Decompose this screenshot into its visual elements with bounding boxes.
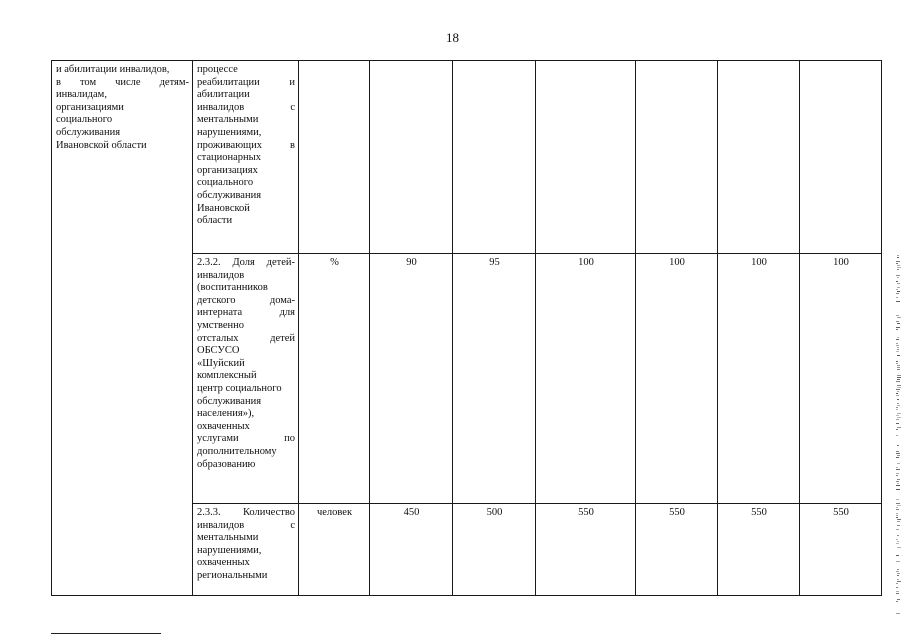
scan-speck xyxy=(897,581,901,582)
scan-speck xyxy=(896,407,898,408)
scan-speck xyxy=(897,347,899,348)
cell-line: умственно xyxy=(197,319,245,331)
scan-speck xyxy=(896,583,898,584)
scan-speck xyxy=(897,365,900,366)
scan-speck xyxy=(896,473,899,474)
scan-speck xyxy=(897,579,899,580)
cell-line: Ивановской области xyxy=(56,139,147,151)
value-cell xyxy=(636,61,718,254)
cell-line: организациях xyxy=(197,164,258,176)
scan-speck xyxy=(897,575,899,576)
cell-line: образованию xyxy=(197,458,256,470)
cell-line: региональными xyxy=(197,569,268,581)
scan-speck xyxy=(896,469,900,470)
value-cell xyxy=(453,61,536,254)
scan-speck xyxy=(896,503,900,504)
scan-speck xyxy=(896,297,898,298)
scan-speck xyxy=(896,301,900,302)
scan-speck xyxy=(897,505,901,506)
scan-speck xyxy=(896,275,900,276)
scan-speck xyxy=(896,507,898,508)
value-cell: 100 xyxy=(800,254,882,504)
scan-speck xyxy=(896,363,898,364)
value-cell: 100 xyxy=(718,254,800,504)
scan-speck xyxy=(897,391,899,392)
scan-speck xyxy=(897,519,901,520)
cell-line: инвалидов с xyxy=(197,101,295,113)
value-cell: 100 xyxy=(636,254,718,504)
scan-speck xyxy=(896,481,899,482)
cell-line: охваченных xyxy=(197,557,250,569)
value-cell: 450 xyxy=(370,504,453,596)
scan-speck xyxy=(896,315,899,316)
indicator-cell xyxy=(193,61,299,254)
scan-speck xyxy=(897,375,901,376)
scan-speck xyxy=(897,267,901,268)
cell-line: социального xyxy=(56,114,113,126)
scan-speck xyxy=(897,569,899,570)
scan-speck xyxy=(896,539,898,540)
value-cell xyxy=(370,61,453,254)
cell-line: в том числе детям- xyxy=(56,76,189,88)
scan-speck xyxy=(896,509,899,510)
scan-speck xyxy=(897,385,901,386)
scan-speck xyxy=(897,387,901,388)
scan-speck xyxy=(897,291,900,292)
cell-line: 2.3.2. Доля детей- xyxy=(197,257,295,268)
scan-speck xyxy=(896,389,900,390)
scan-speck xyxy=(896,601,898,602)
cell-line: обслуживания xyxy=(197,189,262,201)
scan-speck xyxy=(896,345,899,346)
indicators-table xyxy=(51,60,882,596)
value-cell xyxy=(718,61,800,254)
scan-speck xyxy=(897,255,899,256)
scan-speck xyxy=(896,343,898,344)
cell-line: услугами по xyxy=(197,433,295,445)
scan-speck xyxy=(896,395,899,396)
scan-speck xyxy=(896,591,899,592)
scan-speck xyxy=(897,403,899,404)
cell-line: детского дома- xyxy=(197,294,295,306)
cell-line: дополнительному xyxy=(197,445,277,457)
scan-speck xyxy=(896,327,900,328)
scan-speck xyxy=(897,535,899,536)
scan-speck xyxy=(897,355,900,356)
unit-cell: % xyxy=(299,254,370,504)
value-cell: 90 xyxy=(370,254,453,504)
cell-line: интерната для xyxy=(197,307,295,319)
scan-speck xyxy=(897,525,900,526)
program-description-cell xyxy=(52,61,193,596)
scan-speck xyxy=(896,293,899,294)
scan-speck xyxy=(897,265,900,266)
scan-speck xyxy=(896,457,899,458)
scan-speck xyxy=(897,599,900,600)
scan-speck xyxy=(896,517,898,518)
unit-cell: человек xyxy=(299,504,370,596)
scan-speck xyxy=(897,521,900,522)
scan-speck xyxy=(897,547,901,548)
cell-line: охваченных xyxy=(197,420,250,432)
scan-speck xyxy=(896,429,898,430)
scan-speck xyxy=(896,543,899,544)
scan-speck xyxy=(896,381,900,382)
footnote-divider xyxy=(51,633,161,634)
scan-speck xyxy=(897,427,901,428)
scan-speck xyxy=(896,515,898,516)
scan-speck xyxy=(896,467,898,468)
value-cell: 550 xyxy=(800,504,882,596)
scan-speck xyxy=(897,377,901,378)
scan-speck xyxy=(896,351,899,352)
scan-speck xyxy=(897,541,899,542)
cell-line: (воспитанников xyxy=(197,282,268,294)
scan-speck xyxy=(897,257,899,258)
cell-line: и абилитации инвалидов, xyxy=(56,64,170,75)
cell-line: отсталых детей xyxy=(197,332,295,344)
cell-line: абилитации xyxy=(197,89,250,101)
scan-speck xyxy=(897,463,900,464)
scan-speck xyxy=(896,453,900,454)
scan-speck xyxy=(896,451,899,452)
cell-line: инвалидам, xyxy=(56,89,107,101)
scan-speck xyxy=(896,513,898,514)
scan-speck xyxy=(896,415,899,416)
cell-line: организациями xyxy=(56,101,124,113)
page-number: 18 xyxy=(446,30,459,45)
value-cell xyxy=(536,61,636,254)
scan-speck xyxy=(896,289,898,290)
scan-speck xyxy=(896,339,899,340)
scan-speck xyxy=(897,417,901,418)
scan-speck xyxy=(896,555,899,556)
cell-line: нарушениями, xyxy=(197,544,262,556)
scan-speck xyxy=(897,445,899,446)
scan-speck xyxy=(896,361,898,362)
indicator-cell xyxy=(193,504,299,596)
scan-speck xyxy=(896,263,898,264)
cell-line: стационарных xyxy=(197,152,261,164)
scan-speck xyxy=(897,269,899,270)
scan-speck xyxy=(896,393,898,394)
cell-line: населения»), xyxy=(197,408,255,420)
scan-speck xyxy=(896,529,899,530)
scan-speck xyxy=(896,489,900,490)
scan-speck xyxy=(897,455,900,456)
scan-speck xyxy=(896,499,899,500)
scan-speck xyxy=(896,475,898,476)
scan-speck xyxy=(897,337,899,338)
scan-speck xyxy=(897,317,901,318)
cell-line: обслуживания xyxy=(56,126,121,138)
scan-speck xyxy=(897,405,900,406)
scan-speck xyxy=(897,379,900,380)
scan-speck xyxy=(896,423,899,424)
scan-speck xyxy=(897,573,900,574)
value-cell: 500 xyxy=(453,504,536,596)
cell-line: «Шуйский xyxy=(197,357,245,369)
indicator-cell xyxy=(193,254,299,504)
scan-speck xyxy=(896,419,899,420)
value-cell: 95 xyxy=(453,254,536,504)
value-cell: 550 xyxy=(536,504,636,596)
value-cell: 100 xyxy=(536,254,636,504)
cell-line: процессе xyxy=(197,64,238,75)
table-row xyxy=(52,61,882,254)
value-cell: 550 xyxy=(718,504,800,596)
scan-speck xyxy=(897,277,899,278)
scan-speck xyxy=(896,281,898,282)
cell-line: 2.3.3. Количество xyxy=(197,507,295,518)
scan-speck xyxy=(896,561,900,562)
cell-line: Ивановской xyxy=(197,202,250,214)
cell-line: социального xyxy=(197,177,254,189)
scan-speck xyxy=(897,483,899,484)
scan-speck xyxy=(896,435,898,436)
scan-speck xyxy=(897,399,899,400)
cell-line: ОБСУСО xyxy=(197,345,240,357)
scan-speck xyxy=(897,369,900,370)
scan-speck xyxy=(897,287,900,288)
value-cell xyxy=(800,61,882,254)
scan-speck xyxy=(897,479,900,480)
cell-line: реабилитации и xyxy=(197,76,295,88)
cell-line: нарушениями, xyxy=(197,126,262,138)
scan-speck xyxy=(896,587,898,588)
cell-line: обслуживания xyxy=(197,395,262,407)
scan-speck xyxy=(897,323,900,324)
cell-line: инвалидов xyxy=(197,269,245,281)
scan-speck xyxy=(896,571,899,572)
scan-edge-artifact xyxy=(896,255,901,615)
scan-speck xyxy=(896,409,898,410)
cell-line: комплексный xyxy=(197,370,257,382)
cell-line: проживающих в xyxy=(197,139,295,151)
cell-line: центр социального xyxy=(197,382,282,394)
scan-speck xyxy=(896,613,900,614)
scan-speck xyxy=(897,367,900,368)
scan-speck xyxy=(896,593,899,594)
scan-speck xyxy=(896,261,900,262)
scan-speck xyxy=(896,485,900,486)
scan-speck xyxy=(896,321,899,322)
unit-cell xyxy=(299,61,370,254)
scan-speck xyxy=(896,329,898,330)
cell-line: ментальными xyxy=(197,114,259,126)
scan-speck xyxy=(897,349,899,350)
value-cell: 550 xyxy=(636,504,718,596)
scan-speck xyxy=(897,413,901,414)
scan-speck xyxy=(897,283,900,284)
cell-line: ментальными xyxy=(197,532,259,544)
cell-line: области xyxy=(197,215,233,227)
cell-line: инвалидов с xyxy=(197,519,295,531)
